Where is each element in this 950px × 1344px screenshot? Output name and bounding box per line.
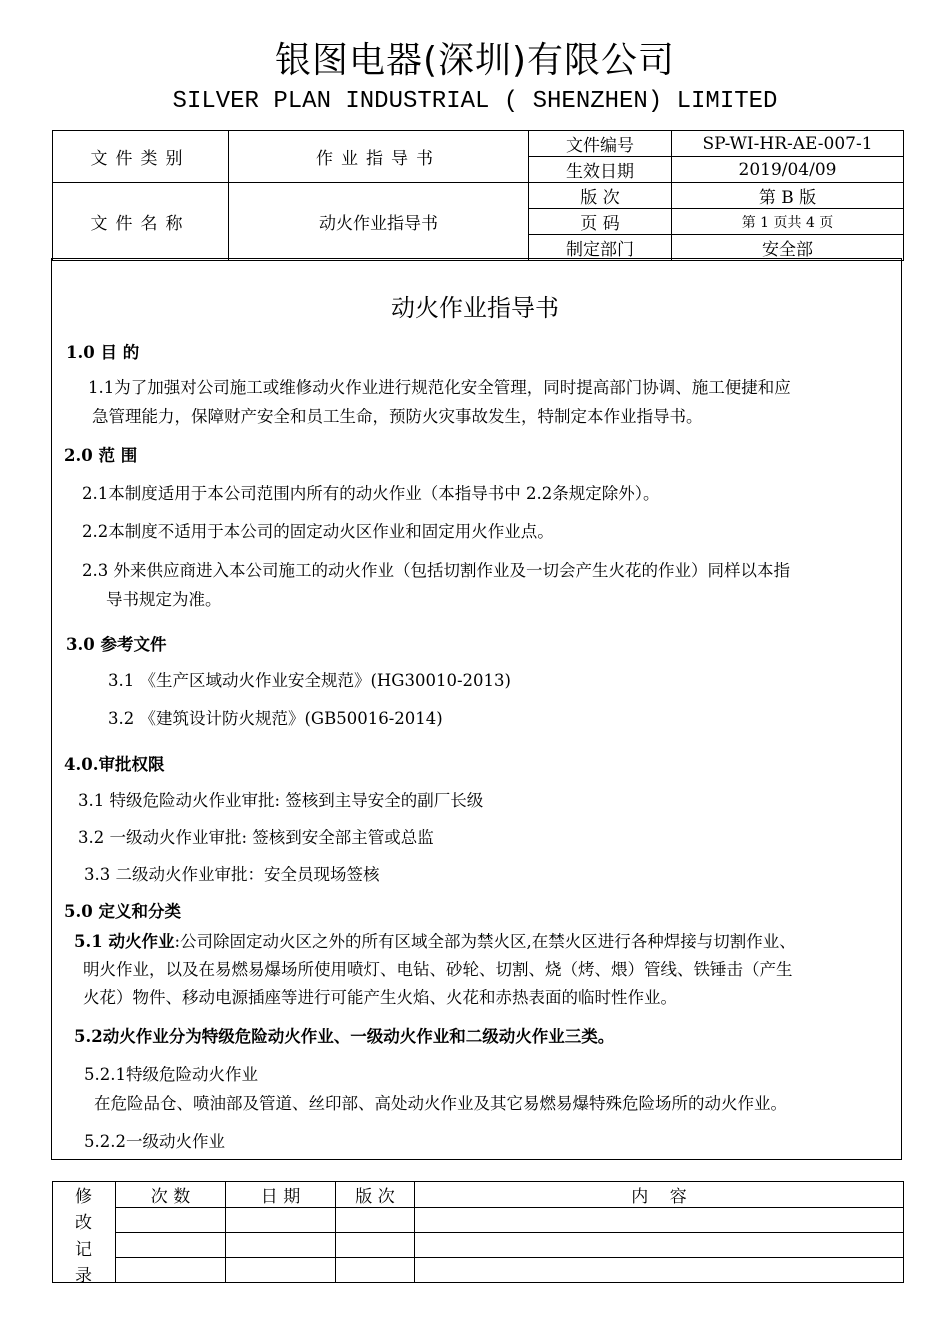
section-4-1: 3.1 特级危险动火作业审批: 签核到主导安全的副厂长级: [78, 791, 484, 810]
dept-label: 制定部门: [529, 235, 672, 261]
doc-no-label: 文件编号: [529, 131, 672, 157]
section-5-1-line-3: 火花）物件、移动电源插座等进行可能产生火焰、火花和赤热表面的临时性作业。: [83, 988, 677, 1007]
section-2-heading: 2.0 范 围: [64, 446, 138, 465]
section-2-2: 2.2本制度不适用于本公司的固定动火区作业和固定用火作业点。: [82, 522, 554, 541]
section-3-1: 3.1 《生产区域动火作业安全规范》(HG30010-2013): [108, 671, 511, 690]
dept-value: 安全部: [672, 235, 904, 261]
page-value: 第 1 页共 4 页: [672, 209, 904, 235]
revision-cell: [336, 1258, 415, 1283]
revision-cell: [415, 1208, 904, 1233]
document-header-table: [52, 130, 904, 261]
revision-cell: [226, 1208, 336, 1233]
revision-col-date: 日 期: [226, 1182, 336, 1208]
section-5-heading: 5.0 定义和分类: [64, 902, 181, 921]
company-name-en: SILVER PLAN INDUSTRIAL ( SHENZHEN) LIMITED: [172, 88, 778, 115]
revision-cell: [415, 1233, 904, 1258]
effective-date-label: 生效日期: [529, 157, 672, 183]
section-5-2-1-desc: 在危险品仓、喷油部及管道、丝印部、高处动火作业及其它易燃易爆特殊危险场所的动火作业。: [94, 1094, 787, 1113]
section-5-1-text: :公司除固定动火区之外的所有区域全部为禁火区,在禁火区进行各种焊接与切割作业、: [174, 932, 796, 951]
version-label: 版 次: [529, 183, 672, 209]
doc-category-label: 文件类别: [53, 131, 229, 183]
revision-col-version: 版 次: [336, 1182, 415, 1208]
revision-record-label: [52, 1181, 115, 1287]
doc-category-value: 作业指导书: [229, 131, 529, 183]
section-1-1-line-1: 1.1为了加强对公司施工或维修动火作业进行规范化安全管理，同时提高部门协调、施工便捷和应: [88, 378, 791, 397]
revision-cell: [226, 1233, 336, 1258]
section-4-3: 3.3 二级动火作业审批：安全员现场签核: [84, 865, 380, 884]
section-3-2: 3.2 《建筑设计防火规范》(GB50016-2014): [108, 709, 443, 728]
doc-no-value: SP-WI-HR-AE-007-1: [672, 131, 904, 157]
doc-name-label: 文件名称: [53, 183, 229, 261]
section-5-2: 5.2动火作业分为特级危险动火作业、一级动火作业和二级动火作业三类。: [74, 1027, 615, 1046]
company-name-cn: 银图电器(深圳)有限公司: [274, 40, 676, 81]
version-value: 第 B 版: [672, 183, 904, 209]
section-5-1-line-1: [74, 931, 796, 953]
section-5-1-line-2: 明火作业，以及在易燃易爆场所使用喷灯、电钻、砂轮、切割、烧（烤、煨）管线、铁锤击（产生: [83, 960, 793, 979]
page-label: 页 码: [529, 209, 672, 235]
revision-cell: [336, 1208, 415, 1233]
revision-label-char: 改: [75, 1213, 92, 1234]
section-4-heading: 4.0.审批权限: [64, 755, 165, 774]
revision-table: [52, 1181, 904, 1283]
document-title: 动火作业指导书: [391, 294, 559, 322]
revision-cell: [336, 1233, 415, 1258]
revision-cell: [226, 1258, 336, 1283]
revision-cell: [116, 1208, 226, 1233]
revision-cell: [116, 1233, 226, 1258]
revision-label-char: 记: [75, 1239, 92, 1260]
doc-name-value: 动火作业指导书: [229, 183, 529, 261]
revision-label-char: 修: [75, 1186, 92, 1207]
section-2-3-line-1: 2.3 外来供应商进入本公司施工的动火作业（包括切割作业及一切会产生火花的作业）同样以本指: [82, 561, 790, 580]
section-1-heading: 1.0 目 的: [66, 343, 140, 362]
effective-date-value: 2019/04/09: [672, 157, 904, 183]
section-1-1-line-2: 急管理能力，保障财产安全和员工生命，预防火灾事故发生，特制定本作业指导书。: [92, 407, 703, 426]
section-3-heading: 3.0 参考文件: [66, 635, 167, 654]
section-4-2: 3.2 一级动火作业审批: 签核到安全部主管或总监: [78, 828, 434, 847]
section-2-3-line-2: 导书规定为准。: [106, 590, 222, 609]
revision-cell: [415, 1258, 904, 1283]
section-5-2-2: 5.2.2一级动火作业: [84, 1132, 225, 1151]
section-5-2-1: 5.2.1特级危险动火作业: [84, 1065, 258, 1084]
section-5-1-label: 5.1 动火作业: [74, 932, 175, 951]
revision-label-char: 录: [75, 1266, 92, 1287]
revision-cell: [116, 1258, 226, 1283]
revision-col-content: 内 容: [415, 1182, 904, 1208]
section-2-1: 2.1本制度适用于本公司范围内所有的动火作业（本指导书中 2.2条规定除外）。: [82, 484, 660, 503]
revision-col-times: 次 数: [116, 1182, 226, 1208]
